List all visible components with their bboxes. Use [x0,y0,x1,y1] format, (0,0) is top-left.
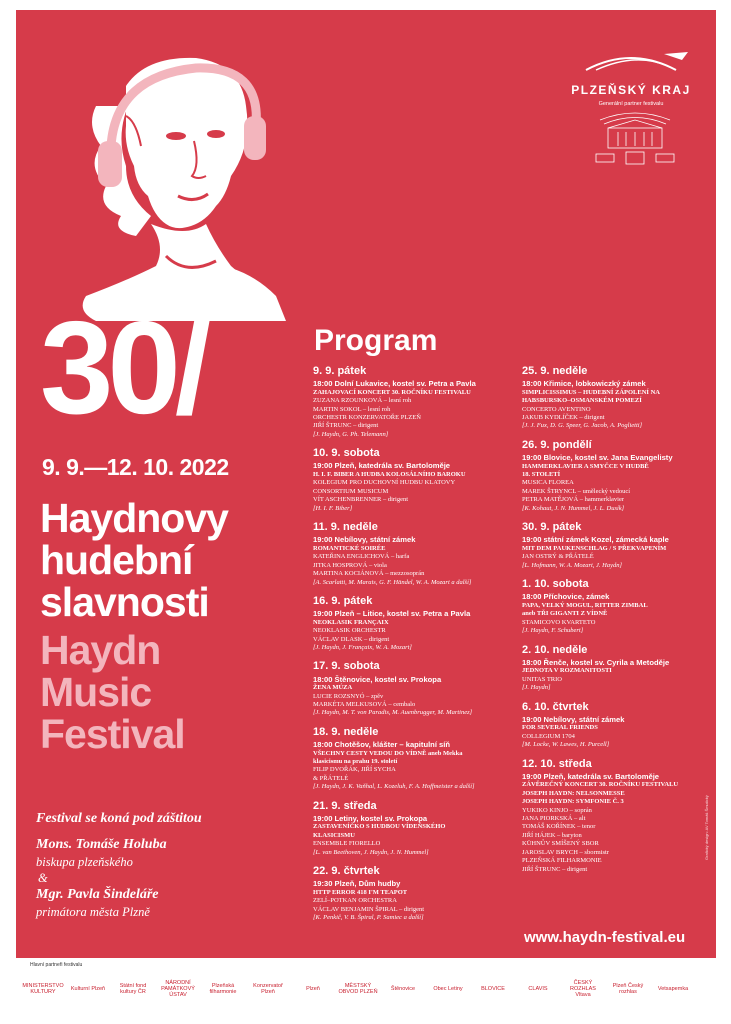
partner-logo: ČESKÝ ROZHLAS Vltava [570,979,596,999]
event-detail-line: UNITAS TRIO [522,675,562,683]
event-detail-line: [A. Scarlatti, M. Marais, G. F. Händel, W. A. Mozart a další] [313,578,472,586]
event-place: 18:00 Chotěšov, klášter – kapitulní síň [313,740,451,750]
program-event [313,865,509,922]
festival-website-link[interactable]: www.haydn-festival.eu [524,929,686,946]
event-date: 9. 9. pátek [313,365,367,377]
event-date: 16. 9. pátek [313,595,373,608]
event-detail-line: HABSBURSKO–OSMANSKÉM POMEZÍ [522,397,642,405]
festival-dates: 9. 9.—12. 10. 2022 [42,454,229,480]
patronage-block [36,810,316,920]
event-detail-line: [J. J. Fux, D. G. Speer, G. Jacob, A. Poglietti] [522,422,643,430]
event-date: 10. 9. sobota [313,447,380,460]
event-place: 19:00 Letiny, kostel sv. Prokopa [313,813,428,823]
event-detail-line: [L. van Beethoven, J. Haydn, J. N. Hummel] [313,848,429,856]
event-detail-line: klasicismu na prahu 19. století [313,757,398,765]
event-detail-line: VŠECHNY CESTY VEDOU DO VÍDNĚ aneb Mekka [313,749,463,757]
event-date: 21. 9. středa [313,799,377,812]
event-place: 19:00 Nebílovy, státní zámek [313,535,416,545]
partner-logo: Kulturní Plzeň [70,985,106,992]
event-date: 11. 9. neděle [313,521,378,534]
title-en-line-2: Music [40,669,152,715]
program-column-1 [313,365,509,931]
event-detail-line: VÁCLAV BENJAMIN ŠPIRAL – dirigent [313,905,425,913]
program-event [313,660,509,717]
partner-logo: Konzervatoř Plzeň [253,982,283,995]
patron-1-name: Mons. Tomáše Holuba [36,836,167,852]
event-detail-line: JAN OSTRÝ & PŘÁTELÉ [522,553,594,561]
general-partner-brand [556,50,706,107]
event-detail-line: ZUZANA RZOUNKOVÁ – lesní roh [313,397,412,405]
partner-logo: Štěnovice [390,985,416,992]
event-date: 25. 9. neděle [522,365,588,377]
event-detail-line: ENSEMBLE FIORELLO [313,840,381,848]
event-detail-line: LUCIE ROZSNYÓ – zpěv [313,692,384,700]
patron-2-name: Mgr. Pavla Šindeláře [36,886,159,902]
event-detail-line: JEDNOTA V ROZMANITOSTI [522,667,612,675]
event-date: 17. 9. sobota [313,660,380,673]
partner-logo: Plzeň Český rozhlas [612,982,644,995]
program-event [313,726,509,792]
event-place: 19:00 Blovice, kostel sv. Jana Evangelisty [522,453,673,463]
event-detail-line: ROMANTICKÉ SOIRÉE [313,544,386,552]
event-detail-line: JOSEPH HAYDN: SYMFONIE Č. 3 [522,798,624,806]
event-date: 6. 10. čtvrtek [522,700,589,713]
partner-logo: MĚSTSKÝ OBVOD PLZEŇ [338,982,378,995]
event-detail-line: JIŘÍ ŠTRUNC – dirigent [313,422,379,430]
event-place: 18:00 Štěnovice, kostel sv. Prokopa [313,674,442,684]
partner-logo: BLOVICE [481,985,505,992]
event-date: 18. 9. neděle [313,725,379,738]
design-credit: Grafický design: AV Tomáš Šmutický [704,795,709,860]
event-detail-line: aneb TŘI GIGANTI Z VÍDNĚ [522,610,608,618]
event-date: 26. 9. pondělí [522,438,592,451]
event-detail-line: KLASICISMU [313,831,355,839]
event-detail-line: KOLEGIUM PRO DUCHOVNÍ HUDBU KLATOVY [313,479,456,487]
program-event [313,447,509,513]
event-detail-line: [J. Haydn, F. Schubert] [522,627,584,635]
event-date: 22. 9. čtvrtek [313,865,380,878]
event-detail-line: ŽENA MÚZA [313,684,353,692]
program-event [522,578,716,635]
event-detail-line: MAREK ŠTRYNCL – umělecký vedoucí [522,487,631,495]
event-detail-line: CONSORTIUM MUSICUM [313,487,389,495]
event-date: 2. 10. neděle [522,643,588,656]
program-event [522,644,716,693]
program-column-2 [522,365,716,882]
event-place: 18:00 Dolní Lukavice, kostel sv. Petra a Pavla [313,379,476,389]
event-detail-line: 18. STOLETÍ [522,470,561,478]
event-detail-line: [K. Kohaut, J. N. Hummel, J. L. Dusík] [522,504,625,512]
event-detail-line: YUKIKO KINJO – soprán [522,806,592,814]
title-en-line-3: Festival [40,711,185,757]
title-en-line-1: Haydn [40,627,161,673]
event-detail-line: PAPA, VELKÝ MOGUL, RITTER ZIMBAL [522,601,648,609]
brand-subtitle: Generální partner festivalu [598,101,664,107]
event-detail-line: [J. Haydn, M. T. von Paradis, M. Auenbrugger, M. Martinez] [313,709,473,717]
patron-1-role: biskupa plzeňského [36,854,133,869]
plzensky-kraj-logo-icon [556,50,706,72]
program-event [522,521,716,570]
patronage-intro: Festival se koná pod záštitou [36,811,202,826]
event-detail-line: CONCERTO AVENTINO [522,405,591,413]
event-detail-line: VÁCLAV DLASK – dirigent [313,635,390,643]
event-detail-line: & PŘÁTELÉ [313,774,349,782]
event-place: 18:00 Řenče, kostel sv. Cyrila a Metoděje [522,657,670,667]
event-detail-line: MARKÉTA MELKUSOVÁ – cembalo [313,700,416,708]
event-detail-line: ZAHAJOVACÍ KONCERT 30. ROČNÍKU FESTIVALU [313,388,471,396]
event-detail-line: ZELÍ–POTKAN ORCHESTRA [313,897,397,905]
partner-logo: Plzeňská filharmonie [209,982,237,995]
program-heading: Program [314,324,438,357]
festival-poster [16,10,716,958]
program-event [522,701,716,750]
event-detail-line: JITKA HOSPROVÁ – viola [313,561,387,569]
event-date: 1. 10. sobota [522,578,589,591]
program-event [522,439,716,513]
partner-logo: MINISTERSTVO KULTURY [22,982,64,995]
haydn-portrait-illustration [56,46,301,321]
event-date: 12. 10. středa [522,757,592,770]
event-detail-line: [K. Penkič, V. B. Špiral, P. Samiec a další] [313,914,424,922]
event-detail-line: JAKUB KYDLÍČEK – dirigent [522,413,605,421]
event-place: 18:00 Křimice, lobkowiczký zámek [522,379,646,389]
event-place: 19:00 Plzeň – Litice, kostel sv. Petra a Pavla [313,609,471,619]
event-detail-line: NEOKLASIK ORCHESTR [313,627,386,635]
event-detail-line: MUSICA FLOREA [522,479,574,487]
monastery-seal-icon [590,106,680,168]
event-place: 19:30 Plzeň, Dům hudby [313,879,401,889]
event-place: 19:00 státní zámek Kozel, zámecká kaple [522,535,669,545]
event-detail-line: STAMICOVO KVARTETO [522,618,596,626]
event-detail-line: [J. Haydn, J. K. Vaňhal, L. Kozeluh, F. A. Hoffmeister a další] [313,783,475,791]
event-detail-line: MARTIN SOKOL – lesní roh [313,405,391,413]
event-detail-line: KÜHNŮV SMÍŠENÝ SBOR [522,840,599,848]
patron-ampersand: & [38,870,48,885]
program-event [313,521,509,587]
event-detail-line: MIT DEM PAUKENSCHLAG / S PŘEKVAPENÍM [522,544,667,552]
event-detail-line: JIŘÍ HÁJEK – baryton [522,831,582,839]
event-detail-line: JOSEPH HAYDN: NELSONMESSE [522,789,625,797]
partner-logo: CLAVIS [528,985,548,992]
patron-2-role: primátora města Plzně [36,904,150,919]
event-detail-line: ZASTAVENÍČKO S HUDBOU VÍDEŇSKÉHO [313,823,446,831]
event-detail-line: HAMMERKLAVIER A SMYČCE V HUDBĚ [522,462,649,470]
program-event [313,800,509,857]
event-detail-line: MARTINA KOCIÁNOVÁ – mezzosoprán [313,570,425,578]
event-detail-line: ORCHESTR KONZERVATOŘE PLZEŇ [313,413,421,421]
event-date: 30. 9. pátek [522,521,582,534]
event-detail-line: JAROSLAV BRYCH – sbormistr [522,848,609,856]
event-detail-line: ZÁVĚREČNÝ KONCERT 30. ROČNÍKU FESTIVALU [522,781,679,789]
program-event [522,365,716,431]
event-detail-line: KATEŘINA ENGLICHOVÁ – harfa [313,553,410,561]
event-detail-line: PETRA MATĚJOVÁ – hammerklavier [522,496,625,504]
partner-logo: Vetsapemka [657,985,689,992]
event-detail-line: [H. I. F. Biber] [313,504,353,512]
event-detail-line: [J. Haydn, J. Françaix, W. A. Mozart] [313,644,412,651]
event-place: 19:00 Plzeň, katedrála sv. Bartoloměje [522,771,660,781]
event-detail-line: NEOKLASIK FRANÇAIX [313,618,389,626]
program-event [313,595,509,652]
brand-name: PLZEŇSKÝ KRAJ [571,83,691,97]
event-detail-line: [J. Haydn] [522,684,551,692]
event-detail-line: VÍT ASCHENBRENNER – dirigent [313,496,409,504]
event-place: 18:00 Příchovice, zámek [522,592,610,602]
event-place: 19:00 Plzeň, katedrála sv. Bartoloměje [313,461,451,471]
partners-label: Hlavní partneři festivalu [30,962,83,968]
partner-logo: Obec Letiny [433,985,463,992]
partner-logo: Plzeň [306,985,320,992]
partner-logo: Státní fond kultury ČR [119,982,147,995]
event-detail-line: SIMPLICISSIMUS – HUDEBNÍ ZÁPOLENÍ NA [522,388,660,396]
program-event [313,365,509,439]
event-detail-line: COLLEGIUM 1704 [522,732,575,740]
event-detail-line: TOMÁŠ KOŘÍNEK – tenor [522,823,596,831]
title-cz-line-1: Haydnovy [40,495,228,541]
event-detail-line: PLZEŇSKÁ FILHARMONIE [522,857,602,865]
event-place: 19:00 Nebílovy, státní zámek [522,714,625,724]
event-detail-line: [M. Locke, W. Lawes, H. Purcell] [522,741,610,749]
event-detail-line: [J. Haydn, G. Ph. Telemann] [313,430,389,438]
anniversary-number: 30/ [40,294,206,441]
title-cz-line-2: hudební [40,537,193,583]
event-detail-line: HTTP ERROR 418 I'M TEAPOT [313,888,408,896]
event-detail-line: FOR SEVERAL FRIENDS [522,724,598,732]
title-cz-line-3: slavnosti [40,579,209,625]
event-detail-line: H. I. F. BIBER A HUDBA KOLOSÁLNÍHO BAROKU [313,470,466,478]
event-detail-line: JIŘÍ ŠTRUNC – dirigent [522,865,588,873]
partner-logo: NÁRODNÍ PAMÁTKOVÝ ÚSTAV [161,979,195,999]
event-detail-line: FILIP DVOŘÁK, JIŘÍ SYCHA [313,766,396,774]
program-event [522,758,716,874]
event-detail-line: JANA PIORKSKÁ – alt [522,814,586,822]
event-detail-line: [L. Hofmann, W. A. Mozart, J. Haydn] [522,561,623,569]
